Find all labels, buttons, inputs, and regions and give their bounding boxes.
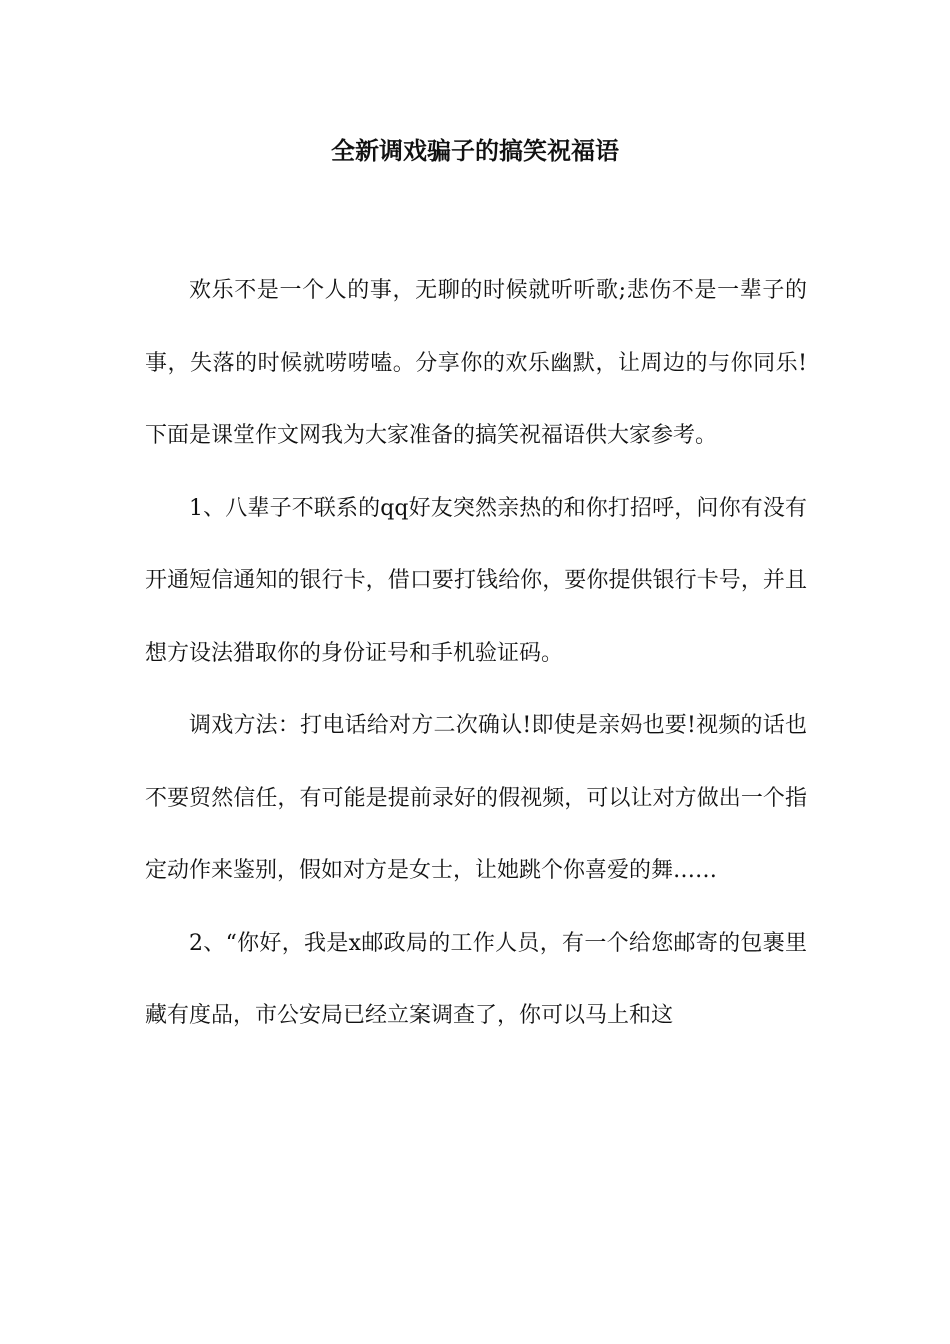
paragraph-item-1: 1、八辈子不联系的qq好友突然亲热的和你打招呼，问你有没有开通短信通知的银行卡，借口要打钱给你，要你提供银行卡号，并且想方设法猎取你的身份证号和手机验证码。 [145,495,807,666]
paragraph-item-2: 2、“你好，我是x邮政局的工作人员，有一个给您邮寄的包裹里藏有度品，市公安局已经立案调查了，你可以马上和这 [145,930,807,1028]
paragraph-method: 调戏方法：打电话给对方二次确认!即使是亲妈也要!视频的话也不要贸然信任，有可能是提前录好的假视频，可以让对方做出一个指定动作来鉴别，假如对方是女士，让她跳个你喜爱的舞…… [145,713,807,883]
paragraph-intro: 欢乐不是一个人的事，无聊的时候就听听歌;悲伤不是一辈子的事，失落的时候就唠唠嗑。分享你的欢乐幽默，让周边的与你同乐!下面是课堂作文网我为大家准备的搞笑祝福语供大家参考。 [145,278,807,448]
document-body [145,255,807,1053]
document-title: 全新调戏骗子的搞笑祝福语 [331,136,619,165]
